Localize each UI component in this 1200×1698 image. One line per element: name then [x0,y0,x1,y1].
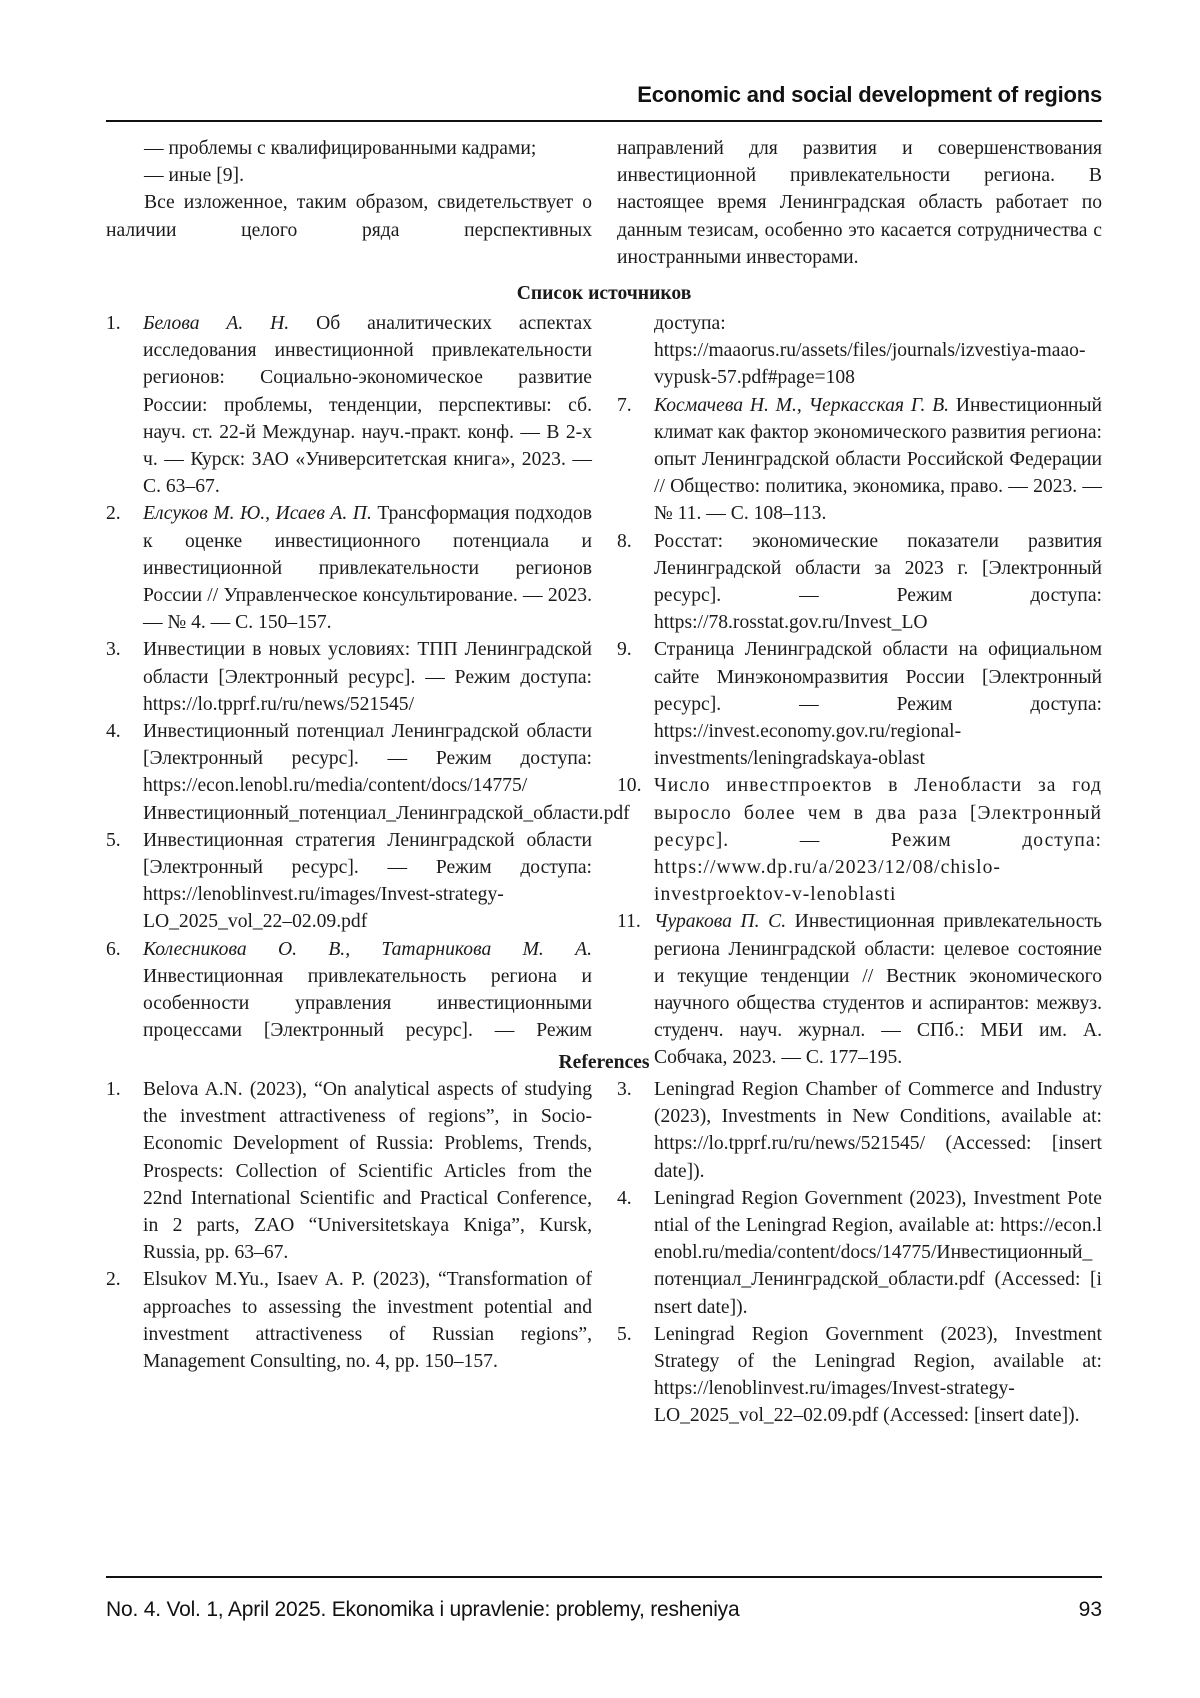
reference-item [617,1076,1102,1185]
reference-item [617,1321,1102,1430]
reference-item [617,1185,1102,1321]
reference-text: Leningrad Region Government (2023), Investment Strategy of the Leningrad Region, available at: https://lenoblinvest.ru/images/Invest-strategy-LO_2025_vol_22–02.09.pdf (Accessed: [insert date]). [654,1323,1102,1427]
source-item [617,392,1102,528]
source-item [617,528,1102,637]
source-item [106,500,592,636]
source-text: Страница Ленинградской области на официальном сайте Минэкономразвития России [Электронный ресурс]. — Режим доступа: https://invest.economy.gov.ru/regional-investments/leningradskaya-oblast [654,639,1102,770]
source-text: Инвестиции в новых условиях: ТПП Ленинградской области [Электронный ресурс]. — Режим доступа: https://lo.tpprf.ru/ru/news/521545/ [143,639,592,715]
source-number: 6. [106,938,121,960]
reference-item [106,1266,592,1375]
source-text: Инвестиционная стратегия Ленинградской области [Электронный ресурс]. — Режим доступа: https://lenoblinvest.ru/images/Invest-strategy-LO_2025_vol_22–02.09.pdf [143,829,592,933]
reference-number: 2. [106,1269,121,1291]
source-item [106,827,592,936]
source-item [106,936,592,1045]
source-text: Инвестиционный климат как фактор экономического развития региона: опыт Ленинградской области Российской Федерации // Общество: политика, экономика, право. — 2023. — № 11. — С. 108–113. [654,394,1102,525]
source-number: 10. [617,775,642,797]
source-number: 7. [617,394,632,416]
source-number: 11. [617,911,641,933]
running-title: Economic and social development of regions [637,82,1102,107]
source-number: 3. [106,639,121,661]
source-text: Об аналитических аспектах исследования инвестиционной привлекательности регионов: Социально-экономическое развитие России: проблемы, тенденции, перспективы: сб. науч. ст. 22-й Междунар. науч.-практ. конф. — В 2-х ч. — Курск: ЗАО «Университетская книга», 2023. — С. 63–67. [143,313,592,498]
footer-rule [106,1576,1102,1578]
body-paragraph: — проблемы с квалифицированными кадрами; [144,138,537,159]
body-paragraph: Все изложенное, таким образом, свидетельствует о наличии целого ряда перспективных [106,192,592,241]
source-authors: Космачева Н. М., Черкасская Г. В. [654,394,950,416]
reference-text: Leningrad Region Government (2023), Investment Potential of the Leningrad Region, available at: https://econ.lenobl.ru/media/content/docs/14775/Инвестиционный_потенциал_Ленинградской_области.pdf (Accessed: [insert date]). [654,1187,1102,1318]
source-item [617,636,1102,772]
source-text: Инвестиционная привлекательность региона Ленинградской области: целевое состояние и текущие тенденции // Вестник экономического научного общества студентов и аспирантов: межвуз. студенч. науч. журнал. — СПб.: МБИ им. А. Собчака, 2023. — С. 177–195. [654,911,1102,1069]
source-authors: Колесникова О. В., Татарникова М. А. [143,938,592,960]
reference-text: Elsukov M.Yu., Isaev A. P. (2023), “Transformation of approaches to assessing the investment potential and investment attractiveness of Russian regions”, Management Consulting, no. 4, pp. 150–157. [143,1269,592,1373]
reference-number: 4. [617,1187,632,1209]
source-item [617,772,1102,908]
source-number: 8. [617,530,632,552]
source-item [617,908,1102,1071]
source-authors: Белова А. Н. [143,313,290,334]
header-rule [106,120,1102,122]
source-item [106,636,592,718]
sources-title: Список источников [516,283,692,304]
reference-number: 1. [106,1079,121,1100]
sources-list-right [617,310,1102,1072]
source-authors: Елсуков М. Ю., Исаев А. П. [143,503,372,525]
source-text: Инвестиционный потенциал Ленинградской области [Электронный ресурс]. — Режим доступа: https://econ.lenobl.ru/media/content/docs/14775/Инвестиционный_потенциал_Ленинградской_области.pdf [143,721,630,824]
reference-number: 5. [617,1323,632,1345]
source-item [106,310,592,500]
source-number: 1. [106,313,121,334]
source-number: 5. [106,829,121,851]
references-title: References [558,1052,650,1073]
source-text: Инвестиционная привлекательность региона и особенности управления инвестиционными процессами [Электронный ресурс]. — Режим [143,965,592,1042]
body-text-left [106,135,592,244]
page-number: 93 [1078,1598,1102,1621]
source-authors: Чуракова П. С. [654,911,787,933]
source-item-continuation: доступа: https://maaorus.ru/assets/files/journals/izvestiya-maao-vypusk-57.pdf#page=108 [654,313,1086,389]
source-text: Число инвестпроектов в Ленобласти за год выросло более чем в два раза [Электронный ресурс]. — Режим доступа: https://www.dp.ru/a/2023/12/08/chislo-investproektov-v-lenoblasti [654,775,1102,906]
reference-number: 3. [617,1079,632,1100]
source-number: 2. [106,503,121,525]
journal-citation: No. 4. Vol. 1, April 2025. Ekonomika i upravlenie: problemy, resheniya [106,1598,740,1621]
body-paragraph: — иные [9]. [144,165,244,187]
source-number: 9. [617,639,632,661]
source-number: 4. [106,721,121,743]
reference-text: Leningrad Region Chamber of Commerce and Industry (2023), Investments in New Conditions, available at: https://lo.tpprf.ru/ru/news/521545/ (Accessed: [insert date]). [654,1079,1102,1182]
reference-text: Belova A.N. (2023), “On analytical aspects of studying the investment attractiveness of regions”, in Socio-Economic Development of Russia: Problems, Trends, Prospects: Collection of Scientific Articles from the 22nd International Scientific and Practical Conference, in 2 parts, ZAO “Universitetskaya Kniga”, Kursk, Russia, pp. 63–67. [143,1079,592,1264]
source-text: Трансформация подходов к оценке инвестиционного потенциала и инвестиционной привлекательности регионов России // Управленческое консультирование. — 2023. — № 4. — С. 150–157. [143,503,592,634]
body-text-right [617,135,1102,271]
source-text: Росстат: экономические показатели развития Ленинградской области за 2023 г. [Электронный ресурс]. — Режим доступа: https://78.rosstat.gov.ru/Invest_LO [654,530,1102,634]
references-list-right [617,1076,1102,1430]
references-list-left [106,1076,592,1375]
reference-item [106,1076,592,1266]
body-paragraph: направлений для развития и совершенствования инвестиционной привлекательности региона. В настоящее время Ленинградская область работает по данным тезисам, особенно это касается сотрудничества с иностранными инвесторами. [617,138,1102,268]
